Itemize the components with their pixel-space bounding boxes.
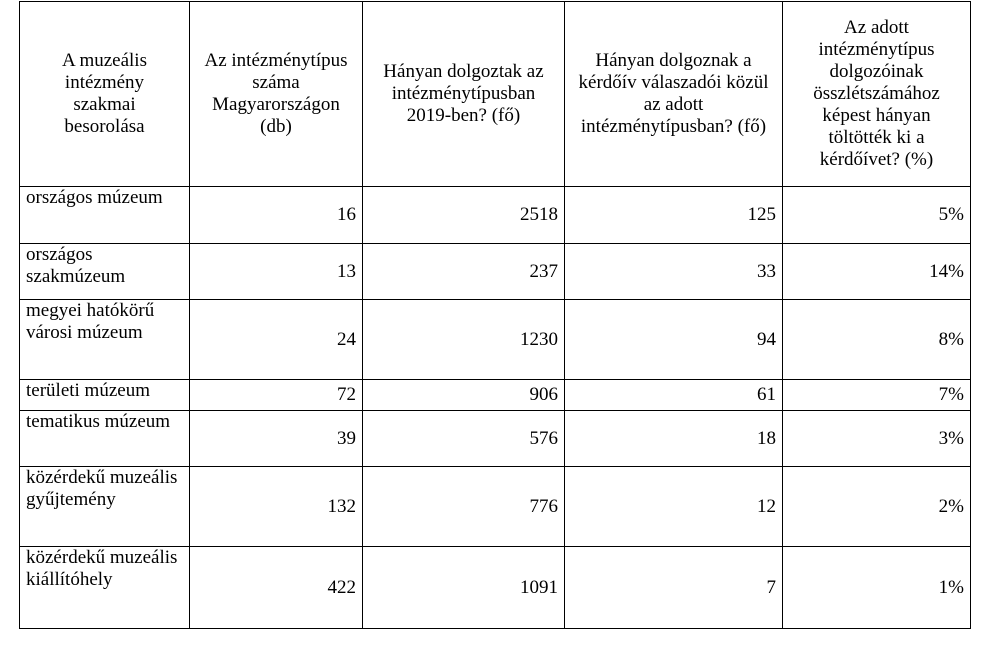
museum-staff-table: [19, 1, 971, 629]
response-share-cell: 2%: [783, 467, 971, 547]
respondents-cell: 7: [565, 547, 783, 629]
table-header-row: [20, 2, 971, 187]
institution-count-cell: 132: [190, 467, 363, 547]
header-institution-count: Az intézménytípus száma Magyarországon (db): [190, 2, 363, 187]
staff-2019-cell: 576: [363, 411, 565, 467]
staff-2019-cell: 2518: [363, 187, 565, 244]
table-row: [20, 380, 971, 411]
response-share-cell: 3%: [783, 411, 971, 467]
header-respondents: Hányan dolgoznak a kérdőív válaszadói közül az adott intézménytípusban? (fő): [565, 2, 783, 187]
institution-type-cell: közérdekű muzeális kiállítóhely: [20, 547, 190, 629]
staff-2019-cell: 237: [363, 244, 565, 300]
institution-count-cell: 39: [190, 411, 363, 467]
table-row: [20, 244, 971, 300]
respondents-cell: 33: [565, 244, 783, 300]
table-row: [20, 187, 971, 244]
table-row: [20, 411, 971, 467]
staff-2019-cell: 1230: [363, 300, 565, 380]
header-institution-type: A muzeális intézmény szakmai besorolása: [20, 2, 190, 187]
response-share-cell: 8%: [783, 300, 971, 380]
institution-type-cell: országos múzeum: [20, 187, 190, 244]
respondents-cell: 94: [565, 300, 783, 380]
response-share-cell: 14%: [783, 244, 971, 300]
response-share-cell: 1%: [783, 547, 971, 629]
respondents-cell: 18: [565, 411, 783, 467]
staff-2019-cell: 776: [363, 467, 565, 547]
institution-count-cell: 24: [190, 300, 363, 380]
institution-count-cell: 72: [190, 380, 363, 411]
header-response-share: Az adott intézménytípus dolgozóinak összlétszámához képest hányan töltötték ki a kérdőívet? (%): [783, 2, 971, 187]
institution-count-cell: 16: [190, 187, 363, 244]
institution-type-cell: megyei hatókörű városi múzeum: [20, 300, 190, 380]
staff-2019-cell: 1091: [363, 547, 565, 629]
institution-type-cell: országos szakmúzeum: [20, 244, 190, 300]
table-row: [20, 300, 971, 380]
institution-type-cell: tematikus múzeum: [20, 411, 190, 467]
institution-count-cell: 422: [190, 547, 363, 629]
respondents-cell: 125: [565, 187, 783, 244]
institution-type-cell: területi múzeum: [20, 380, 190, 411]
response-share-cell: 7%: [783, 380, 971, 411]
response-share-cell: 5%: [783, 187, 971, 244]
institution-type-cell: közérdekű muzeális gyűjtemény: [20, 467, 190, 547]
respondents-cell: 12: [565, 467, 783, 547]
table-row: [20, 547, 971, 629]
respondents-cell: 61: [565, 380, 783, 411]
header-staff-2019: Hányan dolgoztak az intézménytípusban 2019-ben? (fő): [363, 2, 565, 187]
table-row: [20, 467, 971, 547]
staff-2019-cell: 906: [363, 380, 565, 411]
institution-count-cell: 13: [190, 244, 363, 300]
